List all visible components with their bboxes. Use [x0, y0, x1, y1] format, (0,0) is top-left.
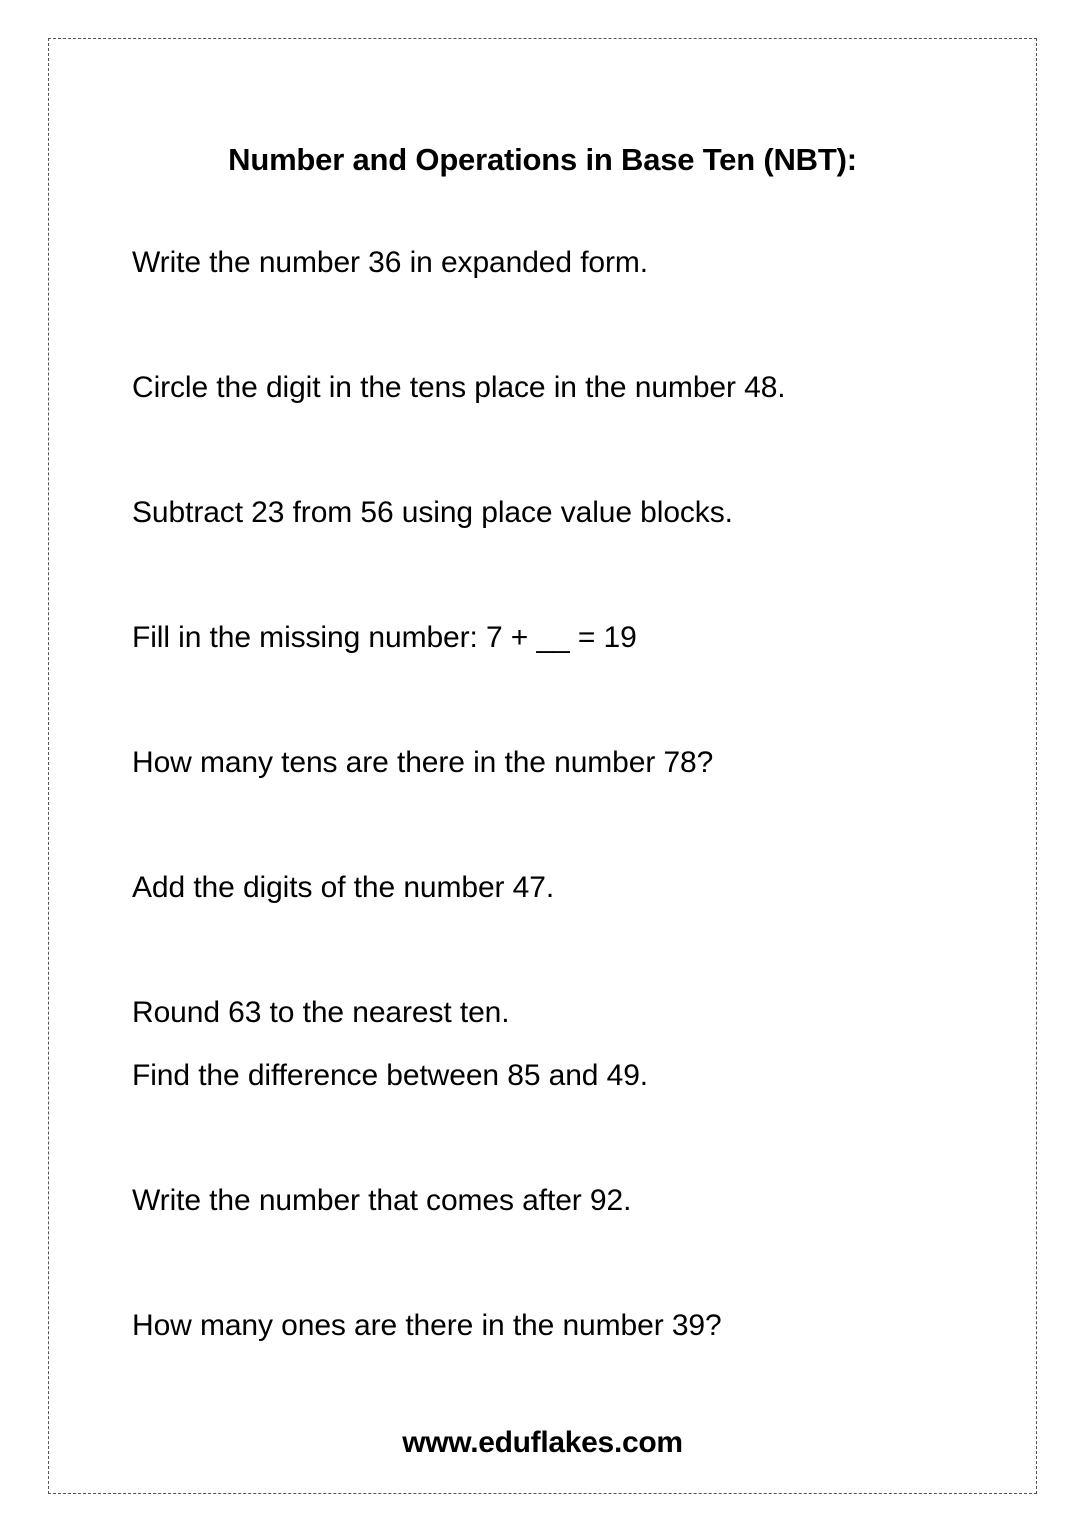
question-item: Fill in the missing number: 7 + __ = 19	[132, 621, 637, 654]
page-title: Number and Operations in Base Ten (NBT):	[228, 142, 857, 177]
worksheet-content	[48, 38, 1037, 1494]
question-item: How many ones are there in the number 39?	[132, 1309, 722, 1342]
question-item: How many tens are there in the number 78?	[132, 746, 714, 779]
question-item: Add the digits of the number 47.	[132, 871, 555, 904]
question-item: Write the number that comes after 92.	[132, 1184, 632, 1217]
question-item: Write the number 36 in expanded form.	[132, 246, 649, 279]
question-item: Find the difference between 85 and 49.	[132, 1059, 649, 1092]
footer-website-url: www.eduflakes.com	[402, 1426, 683, 1459]
question-list	[132, 248, 1012, 1436]
question-item: Subtract 23 from 56 using place value blocks.	[132, 496, 733, 529]
question-item: Round 63 to the nearest ten.	[132, 996, 510, 1029]
question-item: Circle the digit in the tens place in the number 48.	[132, 371, 786, 404]
